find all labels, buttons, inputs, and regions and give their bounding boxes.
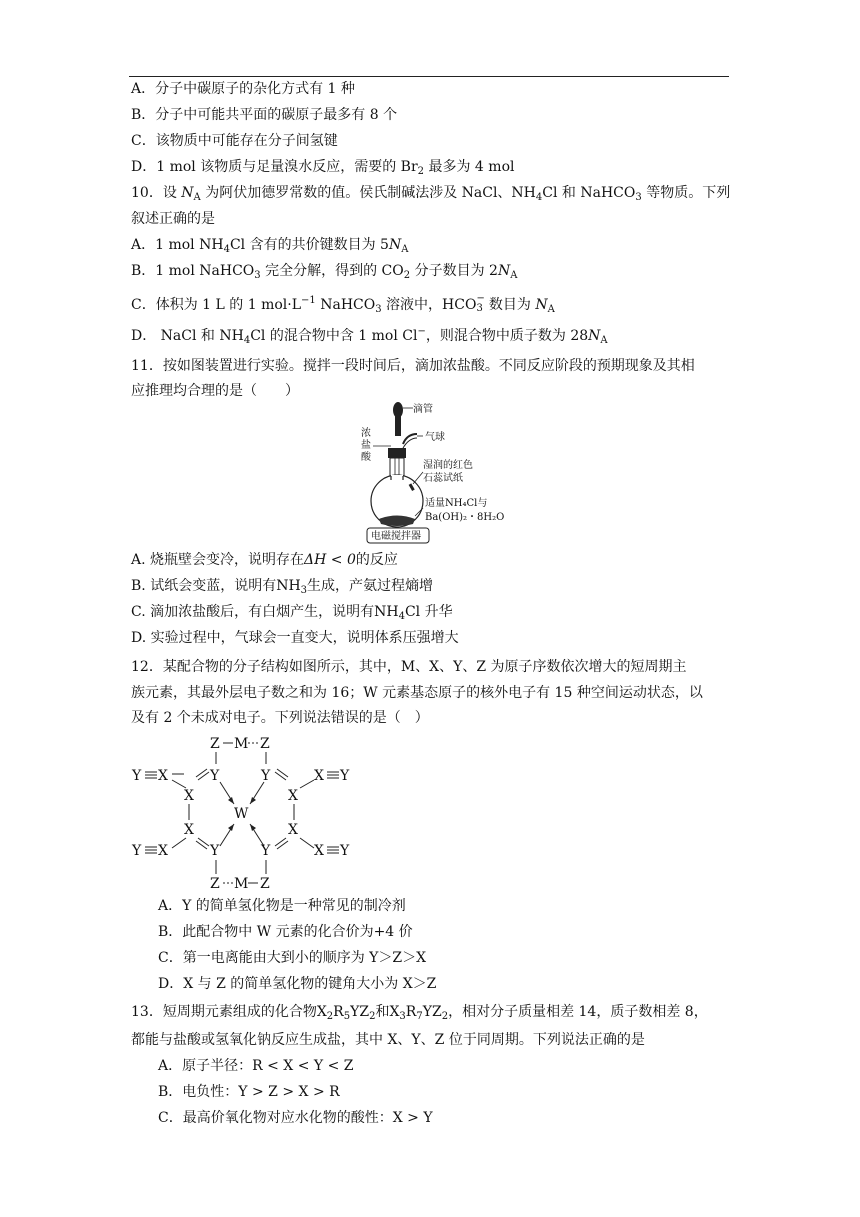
- label-stirrer: 电磁搅拌器: [371, 531, 421, 542]
- label-balloon: 气球: [425, 432, 445, 443]
- stopper: [388, 448, 406, 458]
- q12-option-d: D．X 与 Z 的简单氢化物的键角大小为 X＞Z: [158, 976, 437, 992]
- q12-stem-line1: 12．某配合物的分子结构如图所示，其中，M、X、Y、Z 为原子序数依次增大的短周期主: [131, 659, 687, 675]
- atom-y-far-left-bottom: Y: [132, 843, 142, 859]
- atom-x-right-upper: X: [288, 788, 298, 804]
- label-acid-1: 浓: [361, 428, 371, 439]
- atom-w-center: W: [234, 806, 249, 822]
- q12-stem-line2: 族元素，其最外层电子数之和为 16；W 元素基态原子的核外电子有 15 种空间运动状态，以: [131, 685, 703, 701]
- q12-structure-figure: [130, 734, 360, 892]
- q11-option-b: B. 试纸会变蓝，说明有$NH_3$生成，产氨过程熵增: [131, 578, 434, 596]
- atom-x-right-lower: X: [288, 822, 298, 838]
- q10-stem-line1: 10．设 $N_A$ 为阿伏加德罗常数的值。侯氏制碱法涉及 NaCl、$NH_4Cl$ 和 NaHCO$_3$ 等物质。下列: [131, 185, 731, 203]
- q11-stem-line2: 应推理均合理的是（ ）: [131, 383, 299, 399]
- label-dropper: 滴管: [413, 404, 433, 415]
- q9-option-d: D．1 mol 该物质与足量溴水反应，需要的 $Br_2$ 最多为 4 mol: [131, 159, 515, 177]
- q11-apparatus-figure: [355, 398, 525, 544]
- q9-option-b: B．分子中可能共平面的碳原子最多有 8 个: [131, 107, 398, 123]
- q12-option-a: A．Y 的简单氢化物是一种常见的制冷剂: [158, 898, 406, 914]
- q11-stem-line1: 11．按如图装置进行实验。搅拌一段时间后，滴加浓盐酸。不同反应阶段的预期现象及其相: [131, 358, 695, 374]
- atom-z-bottom-left: Z: [210, 876, 220, 892]
- atom-x-left-upper: X: [184, 788, 194, 804]
- atom-y-right-bottom: Y: [261, 843, 271, 859]
- atom-m-top: M: [234, 736, 249, 752]
- label-reagent-1: 适量NH₄Cl与: [425, 498, 488, 509]
- atom-y-right-top: Y: [261, 768, 271, 784]
- q12-option-b: B．此配合物中 W 元素的化合价为+4 价: [158, 924, 413, 940]
- atom-y-far-left-top: Y: [132, 768, 142, 784]
- atom-x-left-bottom: X: [158, 843, 168, 859]
- atom-m-bottom: M: [234, 876, 249, 892]
- atom-x-right-top: X: [314, 768, 324, 784]
- atom-z-bottom-right: Z: [260, 876, 270, 892]
- atom-y-left-top: Y: [210, 768, 220, 784]
- label-reagent-2: Ba(OH)₂・8H₂O: [425, 512, 505, 523]
- q12-stem-line3: 及有 2 个未成对电子。下列说法错误的是（ ）: [131, 710, 429, 726]
- top-rule: [129, 76, 729, 77]
- dropper-tube: [395, 416, 401, 436]
- q11-option-a: A. 烧瓶壁会变冷，说明存在ΔH < 0的反应: [131, 552, 398, 568]
- atom-y-far-right-top: Y: [340, 768, 350, 784]
- atom-y-left-bottom: Y: [210, 843, 220, 859]
- atom-y-far-right-bottom: Y: [340, 843, 350, 859]
- label-paper-1: 湿润的红色: [423, 460, 473, 471]
- atom-x-left-lower: X: [184, 822, 194, 838]
- q13-stem-line1: 13．短周期元素组成的化合物$X_2R_5YZ_2$和$X_3R_7YZ_2$，相对分子质量相差 14，质子数相差 8，: [131, 1004, 708, 1022]
- q9-option-c: C．该物质中可能存在分子间氢键: [131, 133, 338, 149]
- label-paper-2: 石蕊试纸: [423, 473, 463, 484]
- label-acid-3: 酸: [361, 452, 371, 463]
- dropper-bulb: [393, 402, 403, 418]
- q10-option-d: D． NaCl 和 $NH_4Cl$ 的混合物中含 1 mol Cl−，则混合物中质子数为 $28N_A$: [131, 326, 608, 346]
- q10-option-c: C．体积为 1 L 的 1 $mol\cdot L^{-1}$ NaHCO$_3$ 溶液中，HCO − 3 数目为 $N_A$: [131, 293, 555, 315]
- atom-x-left-top: X: [158, 768, 168, 784]
- q13-option-a: A．原子半径：R < X < Y < Z: [158, 1058, 354, 1074]
- q13-option-c: C．最高价氧化物对应水化物的酸性：X > Y: [158, 1110, 433, 1126]
- label-acid-2: 盐: [361, 440, 371, 451]
- atom-x-right-bottom: X: [314, 843, 324, 859]
- q11-option-c: C. 滴加浓盐酸后，有白烟产生，说明有$NH_4Cl$ 升华: [131, 604, 453, 622]
- atom-z-top-right: Z: [260, 736, 270, 752]
- q10-stem-line2: 叙述正确的是: [131, 211, 215, 227]
- q12-option-c: C．第一电离能由大到小的顺序为 Y＞Z＞X: [158, 950, 427, 966]
- q10-option-a: A．1 mol $NH_4Cl$ 含有的共价键数目为 $5N_A$: [131, 237, 409, 255]
- q9-option-a: A．分子中碳原子的杂化方式有 1 种: [131, 81, 355, 97]
- q10-option-b: B．1 mol NaHCO$_3$ 完全分解，得到的 $CO_2$ 分子数目为 $2N_A$: [131, 263, 518, 281]
- q13-option-b: B．电负性：Y > Z > X > R: [158, 1084, 340, 1100]
- atom-z-top-left: Z: [210, 736, 220, 752]
- q11-option-d: D. 实验过程中，气球会一直变大，说明体系压强增大: [131, 630, 459, 646]
- q13-stem-line2: 都能与盐酸或氢氧化钠反应生成盐，其中 X、Y、Z 位于同周期。下列说法正确的是: [131, 1032, 645, 1048]
